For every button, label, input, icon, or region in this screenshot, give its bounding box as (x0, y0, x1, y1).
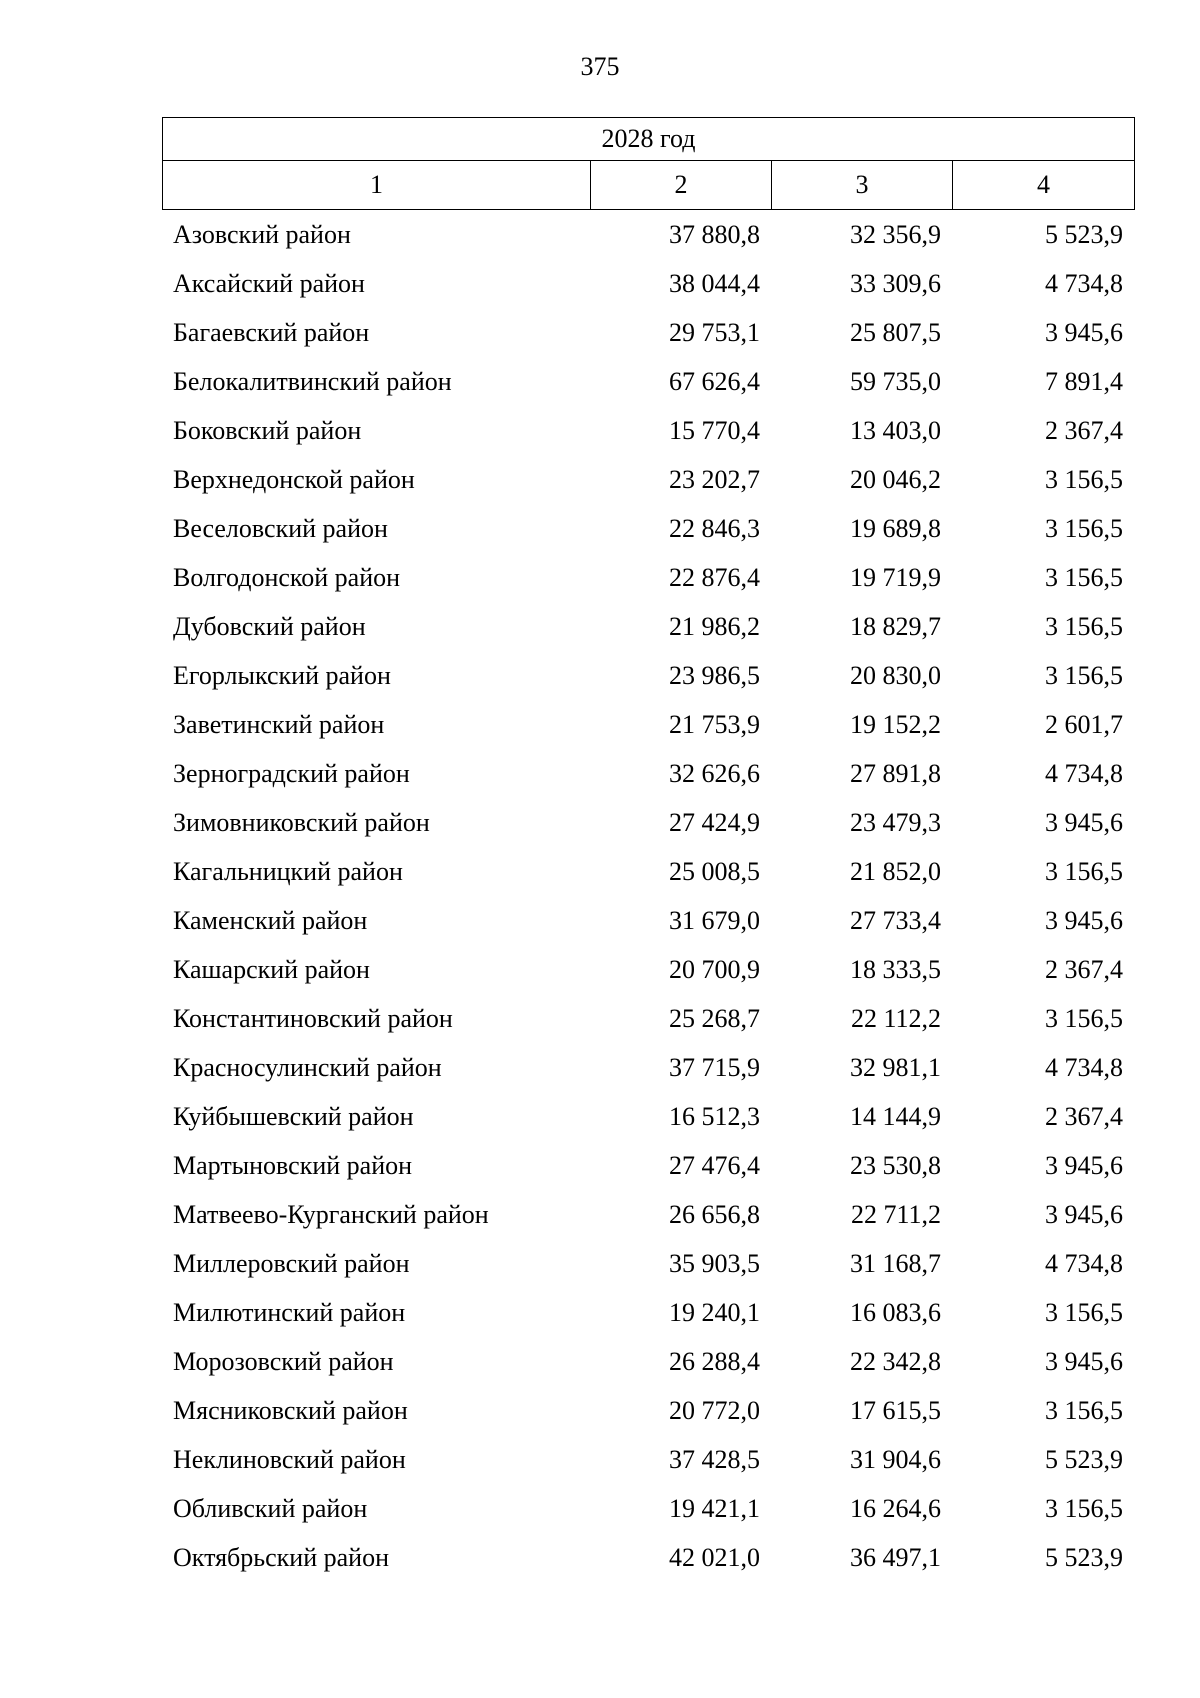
value-col-3: 18 829,7 (850, 611, 941, 641)
value-col-2: 16 512,3 (669, 1101, 760, 1131)
value-col-3: 16 083,6 (850, 1297, 941, 1327)
district-name: Обливский район (173, 1493, 368, 1523)
district-name: Заветинский район (173, 709, 385, 739)
value-col-2: 32 626,6 (669, 758, 760, 788)
district-name: Неклиновский район (173, 1444, 406, 1474)
value-col-2: 15 770,4 (669, 415, 760, 445)
district-name: Мясниковский район (173, 1395, 408, 1425)
table-row (162, 553, 1134, 602)
value-col-2: 26 656,8 (669, 1199, 760, 1229)
value-col-4: 3 945,6 (1045, 317, 1123, 347)
value-col-2: 37 428,5 (669, 1444, 760, 1474)
table-header (162, 117, 1135, 210)
district-name: Азовский район (173, 219, 351, 249)
district-table (162, 210, 1134, 1582)
value-col-3: 31 904,6 (850, 1444, 941, 1474)
table-row (162, 308, 1134, 357)
value-col-2: 29 753,1 (669, 317, 760, 347)
table-row (162, 1484, 1134, 1533)
value-col-3: 16 264,6 (850, 1493, 941, 1523)
value-col-3: 22 112,2 (850, 1003, 941, 1033)
value-col-3: 20 830,0 (850, 660, 941, 690)
table-row (162, 1288, 1134, 1337)
value-col-3: 14 144,9 (850, 1101, 941, 1131)
value-col-2: 22 876,4 (669, 562, 760, 592)
value-col-3: 21 852,0 (850, 856, 941, 886)
value-col-4: 3 156,5 (1045, 611, 1123, 641)
table-row (162, 798, 1134, 847)
table-row (162, 1239, 1134, 1288)
district-name: Константиновский район (173, 1003, 453, 1033)
value-col-2: 20 772,0 (669, 1395, 760, 1425)
column-number-4: 4 (953, 161, 1135, 210)
value-col-3: 18 333,5 (850, 954, 941, 984)
value-col-4: 3 945,6 (1045, 1150, 1123, 1180)
value-col-2: 19 240,1 (669, 1297, 760, 1327)
value-col-3: 19 719,9 (850, 562, 941, 592)
table-row (162, 700, 1134, 749)
value-col-2: 37 715,9 (669, 1052, 760, 1082)
table-row (162, 896, 1134, 945)
value-col-2: 25 008,5 (669, 856, 760, 886)
table-row (162, 406, 1134, 455)
value-col-3: 36 497,1 (850, 1542, 941, 1572)
value-col-3: 17 615,5 (850, 1395, 941, 1425)
district-name: Морозовский район (173, 1346, 394, 1376)
district-name: Мартыновский район (173, 1150, 413, 1180)
value-col-2: 21 986,2 (669, 611, 760, 641)
district-name: Милютинский район (173, 1297, 406, 1327)
value-col-3: 22 711,2 (850, 1199, 941, 1229)
table-row (162, 504, 1134, 553)
table-row (162, 994, 1134, 1043)
value-col-2: 38 044,4 (669, 268, 760, 298)
table-row (162, 455, 1134, 504)
value-col-2: 22 846,3 (669, 513, 760, 543)
value-col-2: 19 421,1 (669, 1493, 760, 1523)
year-label: 2028 год (163, 118, 1135, 161)
table-row (162, 1337, 1134, 1386)
district-name: Багаевский район (173, 317, 370, 347)
district-name: Зерноградский район (173, 758, 410, 788)
value-col-4: 7 891,4 (1045, 366, 1123, 396)
value-col-3: 32 981,1 (850, 1052, 941, 1082)
value-col-3: 31 168,7 (850, 1248, 941, 1278)
district-name: Егорлыкский район (173, 660, 391, 690)
value-col-4: 3 156,5 (1045, 1395, 1123, 1425)
value-col-4: 3 156,5 (1045, 1297, 1123, 1327)
column-number-1: 1 (163, 161, 591, 210)
value-col-4: 5 523,9 (1045, 1542, 1123, 1572)
value-col-4: 3 156,5 (1045, 856, 1123, 886)
column-number-3: 3 (772, 161, 953, 210)
value-col-4: 3 945,6 (1045, 1346, 1123, 1376)
value-col-3: 25 807,5 (850, 317, 941, 347)
value-col-3: 23 479,3 (850, 807, 941, 837)
value-col-3: 13 403,0 (850, 415, 941, 445)
district-name: Белокалитвинский район (173, 366, 452, 396)
year-header-row (163, 118, 1135, 161)
district-table-body (162, 210, 1134, 1582)
district-name: Веселовский район (173, 513, 388, 543)
value-col-3: 22 342,8 (850, 1346, 941, 1376)
district-name: Матвеево-Курганский район (173, 1199, 489, 1229)
district-name: Кагальницкий район (173, 856, 403, 886)
table-row (162, 847, 1134, 896)
column-number-2: 2 (591, 161, 772, 210)
value-col-2: 27 424,9 (669, 807, 760, 837)
value-col-2: 25 268,7 (669, 1003, 760, 1033)
value-col-3: 33 309,6 (850, 268, 941, 298)
table-row (162, 1435, 1134, 1484)
district-name: Октябрьский район (173, 1542, 389, 1572)
value-col-3: 19 689,8 (850, 513, 941, 543)
value-col-3: 27 733,4 (850, 905, 941, 935)
value-col-2: 20 700,9 (669, 954, 760, 984)
district-name: Куйбышевский район (173, 1101, 414, 1131)
table-row (162, 749, 1134, 798)
table-row (162, 1190, 1134, 1239)
table-row (162, 210, 1134, 259)
table-row (162, 259, 1134, 308)
district-name: Боковский район (173, 415, 362, 445)
value-col-4: 3 945,6 (1045, 905, 1123, 935)
table-row (162, 602, 1134, 651)
value-col-4: 5 523,9 (1045, 1444, 1123, 1474)
page-number: 375 (580, 52, 620, 81)
value-col-4: 2 601,7 (1045, 709, 1123, 739)
table-row (162, 1092, 1134, 1141)
value-col-2: 37 880,8 (669, 219, 760, 249)
table-row (162, 1386, 1134, 1435)
value-col-4: 2 367,4 (1045, 415, 1123, 445)
value-col-2: 35 903,5 (669, 1248, 760, 1278)
value-col-4: 3 945,6 (1045, 1199, 1123, 1229)
value-col-4: 4 734,8 (1045, 1248, 1123, 1278)
value-col-4: 5 523,9 (1045, 219, 1123, 249)
value-col-2: 26 288,4 (669, 1346, 760, 1376)
district-name: Волгодонской район (173, 562, 401, 592)
value-col-4: 3 156,5 (1045, 660, 1123, 690)
value-col-2: 67 626,4 (669, 366, 760, 396)
value-col-2: 23 202,7 (669, 464, 760, 494)
district-name: Каменский район (173, 905, 368, 935)
value-col-2: 42 021,0 (669, 1542, 760, 1572)
district-name: Зимовниковский район (173, 807, 430, 837)
table-row (162, 357, 1134, 406)
value-col-2: 27 476,4 (669, 1150, 760, 1180)
table-row (162, 651, 1134, 700)
district-name: Кашарский район (173, 954, 370, 984)
district-name: Красносулинский район (173, 1052, 442, 1082)
district-name: Миллеровский район (173, 1248, 410, 1278)
value-col-4: 4 734,8 (1045, 1052, 1123, 1082)
value-col-3: 23 530,8 (850, 1150, 941, 1180)
value-col-4: 3 156,5 (1045, 513, 1123, 543)
value-col-4: 3 156,5 (1045, 1493, 1123, 1523)
value-col-2: 21 753,9 (669, 709, 760, 739)
value-col-3: 32 356,9 (850, 219, 941, 249)
value-col-2: 23 986,5 (669, 660, 760, 690)
value-col-3: 20 046,2 (850, 464, 941, 494)
district-name: Верхнедонской район (173, 464, 415, 494)
table-row (162, 1533, 1134, 1582)
district-name: Дубовский район (173, 611, 366, 641)
value-col-4: 4 734,8 (1045, 758, 1123, 788)
value-col-3: 27 891,8 (850, 758, 941, 788)
value-col-3: 59 735,0 (850, 366, 941, 396)
value-col-2: 31 679,0 (669, 905, 760, 935)
table-row (162, 945, 1134, 994)
column-number-row (163, 161, 1135, 210)
value-col-4: 2 367,4 (1045, 954, 1123, 984)
table-row (162, 1141, 1134, 1190)
value-col-3: 19 152,2 (850, 709, 941, 739)
value-col-4: 3 156,5 (1045, 562, 1123, 592)
value-col-4: 2 367,4 (1045, 1101, 1123, 1131)
value-col-4: 3 156,5 (1045, 1003, 1123, 1033)
table-row (162, 1043, 1134, 1092)
district-name: Аксайский район (173, 268, 365, 298)
value-col-4: 3 156,5 (1045, 464, 1123, 494)
value-col-4: 3 945,6 (1045, 807, 1123, 837)
value-col-4: 4 734,8 (1045, 268, 1123, 298)
